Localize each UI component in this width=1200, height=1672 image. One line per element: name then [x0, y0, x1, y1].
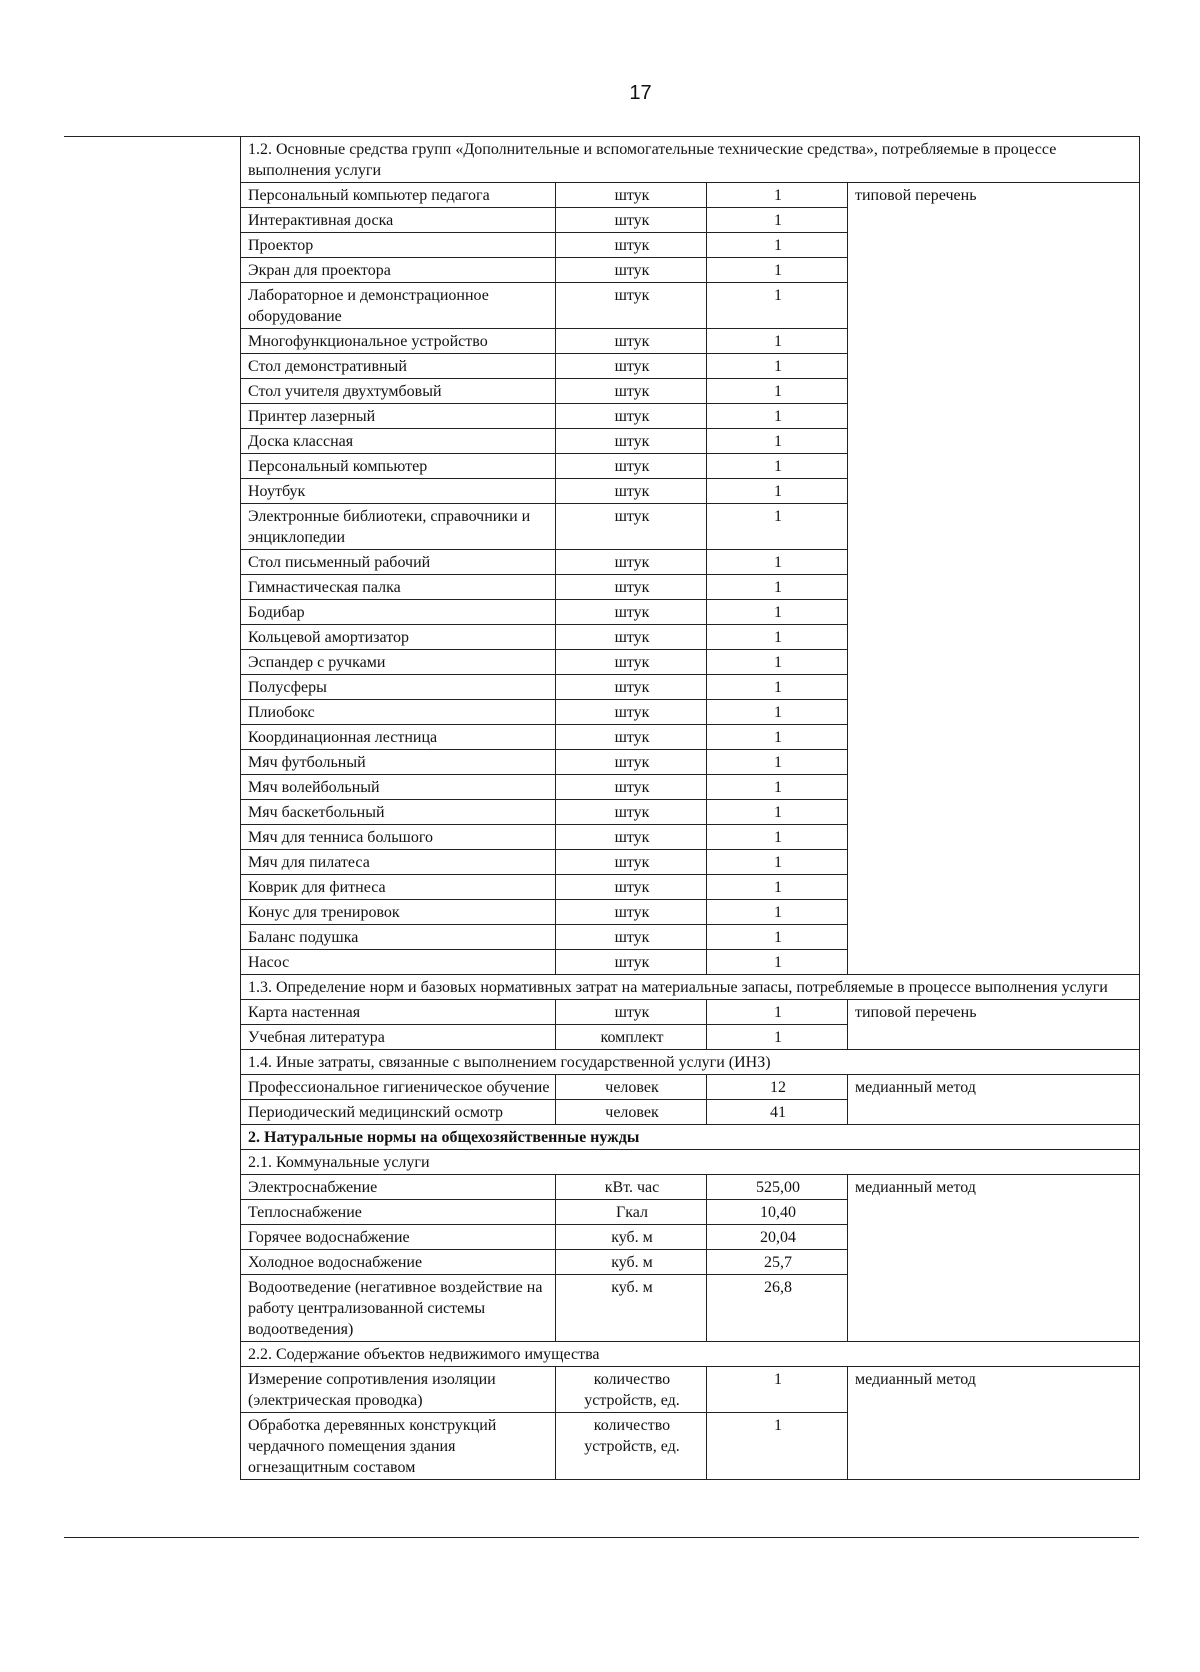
unit-cell: штук: [556, 625, 707, 650]
item-name-cell: Коврик для фитнеса: [241, 875, 556, 900]
unit-cell: штук: [556, 283, 707, 329]
unit-cell: штук: [556, 675, 707, 700]
item-name-cell: Плиобокс: [241, 700, 556, 725]
unit-cell: штук: [556, 454, 707, 479]
norms-table: [240, 136, 1140, 1480]
quantity-cell: 1: [707, 900, 848, 925]
quantity-cell: 1: [707, 650, 848, 675]
unit-cell: куб. м: [556, 1225, 707, 1250]
section-header-row: [241, 1125, 1140, 1150]
item-name-cell: Эспандер с ручками: [241, 650, 556, 675]
section-title: 1.3. Определение норм и базовых нормативных затрат на материальные запасы, потребляемые в процессе выполнения услуги: [241, 975, 1140, 1000]
unit-cell: штук: [556, 354, 707, 379]
quantity-cell: 1: [707, 454, 848, 479]
quantity-cell: 1: [707, 950, 848, 975]
section-title: 1.2. Основные средства групп «Дополнительные и вспомогательные технические средства», потребляемые в процессе выполнения услуги: [241, 137, 1140, 183]
item-name-cell: Доска классная: [241, 429, 556, 454]
quantity-cell: 1: [707, 379, 848, 404]
unit-cell: штук: [556, 233, 707, 258]
item-name-cell: Полусферы: [241, 675, 556, 700]
table-row: [241, 1175, 1140, 1200]
unit-cell: штук: [556, 504, 707, 550]
unit-cell: Гкал: [556, 1200, 707, 1225]
table-row: [241, 1000, 1140, 1025]
item-name-cell: Профессиональное гигиеническое обучение: [241, 1075, 556, 1100]
unit-cell: штук: [556, 950, 707, 975]
unit-cell: куб. м: [556, 1275, 707, 1342]
item-name-cell: Холодное водоснабжение: [241, 1250, 556, 1275]
item-name-cell: Персональный компьютер: [241, 454, 556, 479]
method-cell: медианный метод: [848, 1367, 1140, 1480]
unit-cell: штук: [556, 775, 707, 800]
section-title: 2.2. Содержание объектов недвижимого имущества: [241, 1342, 1140, 1367]
section-header-row: [241, 1342, 1140, 1367]
quantity-cell: 1: [707, 329, 848, 354]
quantity-cell: 1: [707, 575, 848, 600]
unit-cell: штук: [556, 1000, 707, 1025]
quantity-cell: 1: [707, 550, 848, 575]
quantity-cell: 1: [707, 875, 848, 900]
item-name-cell: Теплоснабжение: [241, 1200, 556, 1225]
item-name-cell: Стол учителя двухтумбовый: [241, 379, 556, 404]
unit-cell: штук: [556, 550, 707, 575]
section-header-row: [241, 137, 1140, 183]
item-name-cell: Стол письменный рабочий: [241, 550, 556, 575]
unit-cell: штук: [556, 404, 707, 429]
section-title: 2. Натуральные нормы на общехозяйственные нужды: [241, 1125, 1140, 1150]
quantity-cell: 1: [707, 1367, 848, 1413]
item-name-cell: Координационная лестница: [241, 725, 556, 750]
unit-cell: штук: [556, 208, 707, 233]
quantity-cell: 1: [707, 800, 848, 825]
item-name-cell: Электронные библиотеки, справочники и энциклопедии: [241, 504, 556, 550]
section-header-row: [241, 1050, 1140, 1075]
method-cell: медианный метод: [848, 1075, 1140, 1125]
item-name-cell: Водоотведение (негативное воздействие на работу централизованной системы водоотведения): [241, 1275, 556, 1342]
section-title: 1.4. Иные затраты, связанные с выполнением государственной услуги (ИНЗ): [241, 1050, 1140, 1075]
item-name-cell: Гимнастическая палка: [241, 575, 556, 600]
quantity-cell: 1: [707, 675, 848, 700]
quantity-cell: 1: [707, 625, 848, 650]
unit-cell: штук: [556, 750, 707, 775]
quantity-cell: 20,04: [707, 1225, 848, 1250]
item-name-cell: Мяч баскетбольный: [241, 800, 556, 825]
quantity-cell: 1: [707, 208, 848, 233]
unit-cell: человек: [556, 1075, 707, 1100]
item-name-cell: Мяч футбольный: [241, 750, 556, 775]
method-cell: типовой перечень: [848, 1000, 1140, 1050]
table-row: [241, 1075, 1140, 1100]
unit-cell: штук: [556, 479, 707, 504]
quantity-cell: 1: [707, 354, 848, 379]
item-name-cell: Кольцевой амортизатор: [241, 625, 556, 650]
section-header-row: [241, 975, 1140, 1000]
item-name-cell: Конус для тренировок: [241, 900, 556, 925]
unit-cell: штук: [556, 379, 707, 404]
quantity-cell: 1: [707, 850, 848, 875]
item-name-cell: Измерение сопротивления изоляции (электрическая проводка): [241, 1367, 556, 1413]
page-number: 17: [629, 82, 652, 104]
quantity-cell: 10,40: [707, 1200, 848, 1225]
item-name-cell: Учебная литература: [241, 1025, 556, 1050]
unit-cell: штук: [556, 258, 707, 283]
unit-cell: человек: [556, 1100, 707, 1125]
quantity-cell: 26,8: [707, 1275, 848, 1342]
unit-cell: количество устройств, ед.: [556, 1413, 707, 1480]
quantity-cell: 1: [707, 183, 848, 208]
quantity-cell: 1: [707, 258, 848, 283]
unit-cell: штук: [556, 875, 707, 900]
item-name-cell: Бодибар: [241, 600, 556, 625]
item-name-cell: Стол демонстративный: [241, 354, 556, 379]
table-row: [241, 1367, 1140, 1413]
unit-cell: штук: [556, 650, 707, 675]
quantity-cell: 1: [707, 600, 848, 625]
bottom-rule: [64, 1537, 1139, 1538]
quantity-cell: 25,7: [707, 1250, 848, 1275]
unit-cell: штук: [556, 600, 707, 625]
unit-cell: количество устройств, ед.: [556, 1367, 707, 1413]
quantity-cell: 1: [707, 479, 848, 504]
quantity-cell: 1: [707, 283, 848, 329]
item-name-cell: Мяч для пилатеса: [241, 850, 556, 875]
quantity-cell: 1: [707, 725, 848, 750]
unit-cell: штук: [556, 725, 707, 750]
item-name-cell: Лабораторное и демонстрационное оборудование: [241, 283, 556, 329]
quantity-cell: 1: [707, 825, 848, 850]
unit-cell: штук: [556, 900, 707, 925]
quantity-cell: 1: [707, 429, 848, 454]
unit-cell: штук: [556, 429, 707, 454]
unit-cell: штук: [556, 329, 707, 354]
item-name-cell: Экран для проектора: [241, 258, 556, 283]
unit-cell: штук: [556, 700, 707, 725]
item-name-cell: Мяч для тенниса большого: [241, 825, 556, 850]
quantity-cell: 1: [707, 1413, 848, 1480]
item-name-cell: Проектор: [241, 233, 556, 258]
unit-cell: штук: [556, 575, 707, 600]
item-name-cell: Принтер лазерный: [241, 404, 556, 429]
method-cell: медианный метод: [848, 1175, 1140, 1342]
item-name-cell: Горячее водоснабжение: [241, 1225, 556, 1250]
section-header-row: [241, 1150, 1140, 1175]
quantity-cell: 1: [707, 775, 848, 800]
unit-cell: штук: [556, 800, 707, 825]
quantity-cell: 1: [707, 233, 848, 258]
section-title: 2.1. Коммунальные услуги: [241, 1150, 1140, 1175]
item-name-cell: Периодический медицинский осмотр: [241, 1100, 556, 1125]
item-name-cell: Интерактивная доска: [241, 208, 556, 233]
item-name-cell: Карта настенная: [241, 1000, 556, 1025]
unit-cell: штук: [556, 925, 707, 950]
quantity-cell: 525,00: [707, 1175, 848, 1200]
item-name-cell: Персональный компьютер педагога: [241, 183, 556, 208]
quantity-cell: 1: [707, 925, 848, 950]
item-name-cell: Баланс подушка: [241, 925, 556, 950]
quantity-cell: 12: [707, 1075, 848, 1100]
unit-cell: штук: [556, 850, 707, 875]
unit-cell: куб. м: [556, 1250, 707, 1275]
quantity-cell: 1: [707, 1000, 848, 1025]
quantity-cell: 41: [707, 1100, 848, 1125]
item-name-cell: Электроснабжение: [241, 1175, 556, 1200]
method-cell: типовой перечень: [848, 183, 1140, 975]
item-name-cell: Ноутбук: [241, 479, 556, 504]
quantity-cell: 1: [707, 700, 848, 725]
quantity-cell: 1: [707, 504, 848, 550]
unit-cell: штук: [556, 183, 707, 208]
item-name-cell: Многофункциональное устройство: [241, 329, 556, 354]
item-name-cell: Насос: [241, 950, 556, 975]
unit-cell: штук: [556, 825, 707, 850]
quantity-cell: 1: [707, 1025, 848, 1050]
quantity-cell: 1: [707, 750, 848, 775]
table-row: [241, 183, 1140, 208]
unit-cell: комплект: [556, 1025, 707, 1050]
quantity-cell: 1: [707, 404, 848, 429]
unit-cell: кВт. час: [556, 1175, 707, 1200]
item-name-cell: Обработка деревянных конструкций чердачного помещения здания огнезащитным составом: [241, 1413, 556, 1480]
item-name-cell: Мяч волейбольный: [241, 775, 556, 800]
